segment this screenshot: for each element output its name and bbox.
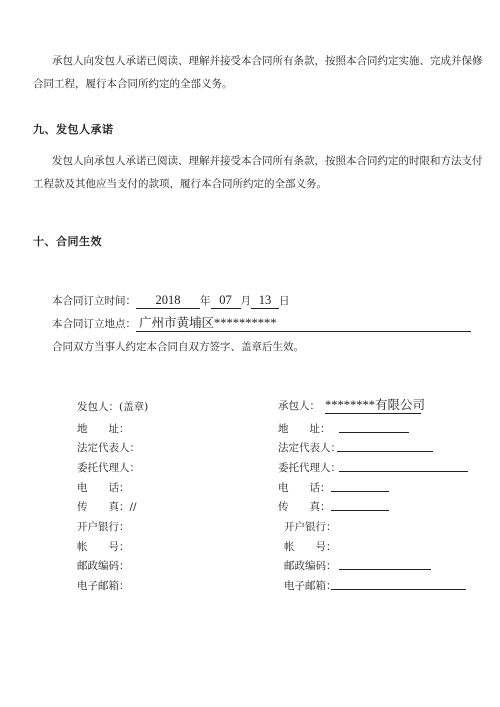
contractor-address-line: [339, 432, 409, 433]
year-unit: 年: [200, 295, 211, 307]
employer-fax-row: [77, 499, 137, 514]
employer-bank-label: 开户银行：: [77, 521, 130, 533]
signing-date-label: 本合同订立时间：: [52, 295, 136, 307]
signing-place-value: 广州市黄埔区**********: [136, 317, 471, 332]
contractor-fax-line: [331, 510, 389, 511]
contractor-account-label: 帐 号：: [284, 541, 337, 553]
contractor-legal-rep-line: [337, 451, 433, 452]
contractor-email-label: 电子邮箱：: [284, 580, 337, 592]
signing-day: 13: [251, 294, 279, 309]
contractor-agent-line: [339, 471, 468, 472]
signing-place-label: 本合同订立地点：: [52, 318, 136, 330]
section-8-line-2: 合同工程，履行本合同所约定的全部义务。: [33, 78, 233, 90]
signing-month: 07: [211, 294, 241, 309]
contractor-phone-label: 电 话：: [278, 482, 331, 494]
contractor-fax-label: 传 真：: [278, 501, 331, 513]
employer-address-label: 地 址：: [77, 423, 130, 435]
contractor-bank-label: 开户银行：: [284, 521, 337, 533]
contractor-agent-label: 委托代理人：: [278, 462, 341, 474]
day-unit: 日: [279, 295, 290, 307]
section-9-line-1: 发包人向承包人承诺已阅读、理解并接受本合同所有条款，按照本合同约定的时限和方法支付: [52, 155, 483, 167]
employer-title: 发包人：(盖章): [77, 401, 149, 413]
contractor-address-label: 地 址：: [278, 423, 331, 435]
section-10-heading: 十、合同生效: [33, 235, 102, 248]
contractor-phone-line: [331, 491, 389, 492]
employer-postcode-label: 邮政编码：: [77, 560, 130, 572]
contractor-email-line: [331, 589, 466, 590]
employer-fax-value: //: [129, 501, 137, 513]
effect-clause: 合同双方当事人约定本合同自双方签字、盖章后生效。: [52, 341, 304, 353]
employer-phone-label: 电 话：: [77, 482, 130, 494]
signing-year: 2018: [136, 294, 200, 309]
month-unit: 月: [240, 295, 251, 307]
contractor-title-row: [278, 398, 426, 414]
employer-legal-rep-label: 法定代表人：: [77, 442, 140, 454]
signing-date-row: [52, 293, 290, 309]
section-9-line-2: 工程款及其他应当支付的款项，履行本合同所约定的全部义务。: [33, 178, 327, 190]
contractor-postcode-line: [339, 569, 431, 570]
employer-agent-label: 委托代理人：: [77, 462, 140, 474]
employer-email-label: 电子邮箱：: [77, 580, 130, 592]
section-9-heading: 九、发包人承诺: [33, 123, 114, 136]
contractor-title-label: 承包人：: [278, 400, 320, 412]
section-8-line-1: 承包人向发包人承诺已阅读、理解并接受本合同所有条款，按照本合同约定实施、完成并保修: [52, 55, 483, 67]
contractor-postcode-label: 邮政编码：: [284, 560, 337, 572]
signing-place-row: [52, 316, 471, 332]
contractor-legal-rep-label: 法定代表人：: [278, 442, 341, 454]
employer-fax-label: 传 真：: [77, 501, 130, 513]
employer-account-label: 帐 号：: [77, 541, 130, 553]
contractor-name: ********有限公司: [325, 398, 426, 412]
